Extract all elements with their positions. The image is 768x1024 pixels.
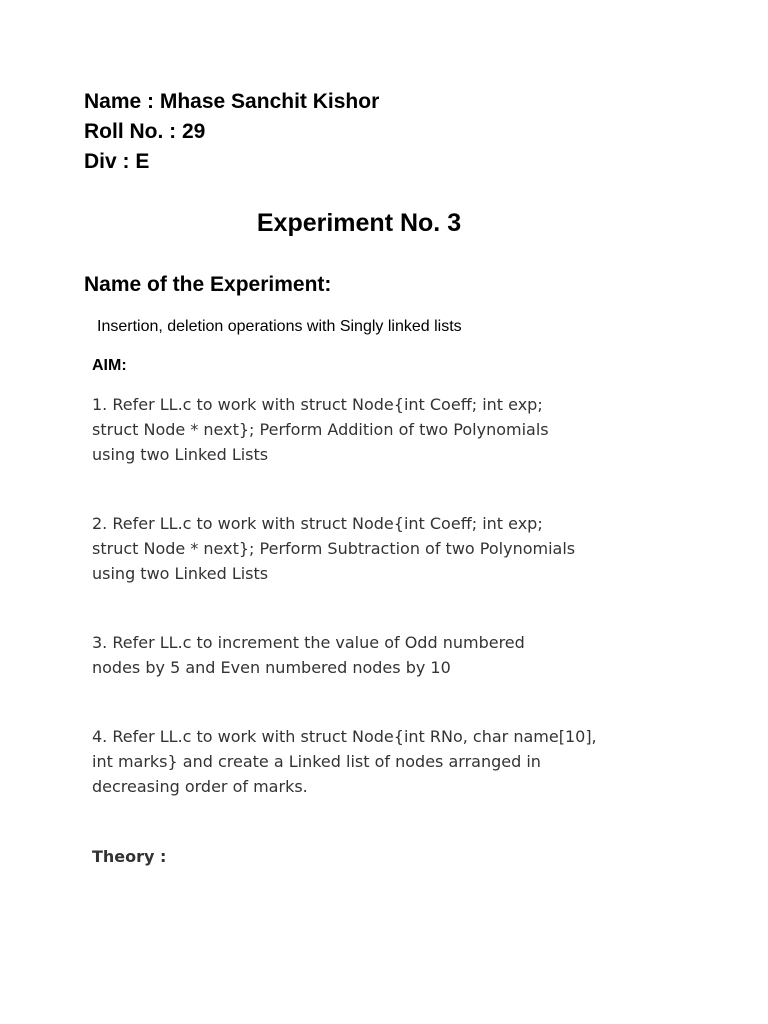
division: Div : E	[84, 150, 150, 173]
theory-heading: Theory :	[92, 847, 167, 866]
experiment-name-heading: Name of the Experiment:	[84, 273, 332, 296]
aim-item-4: 4. Refer LL.c to work with struct Node{int RNo, char name[10], int marks} and create a Linked list of nodes arranged in decreasing order of marks.	[92, 727, 597, 796]
roll-number: Roll No. : 29	[84, 120, 206, 143]
aim-item-1: 1. Refer LL.c to work with struct Node{int Coeff; int exp; struct Node * next}; Perform Addition of two Polynomials using two Linked Lists	[92, 395, 549, 464]
aim-item-2: 2. Refer LL.c to work with struct Node{int Coeff; int exp; struct Node * next}; Perform Subtraction of two Polynomials using two Linked Lists	[92, 514, 576, 583]
experiment-name: Insertion, deletion operations with Singly linked lists	[97, 318, 462, 335]
aim-item-3: 3. Refer LL.c to increment the value of Odd numbered nodes by 5 and Even numbered nodes by 10	[92, 633, 525, 677]
experiment-title: Experiment No. 3	[256, 209, 462, 237]
student-name: Name : Mhase Sanchit Kishor	[84, 90, 380, 113]
aim-label: AIM:	[92, 357, 127, 374]
